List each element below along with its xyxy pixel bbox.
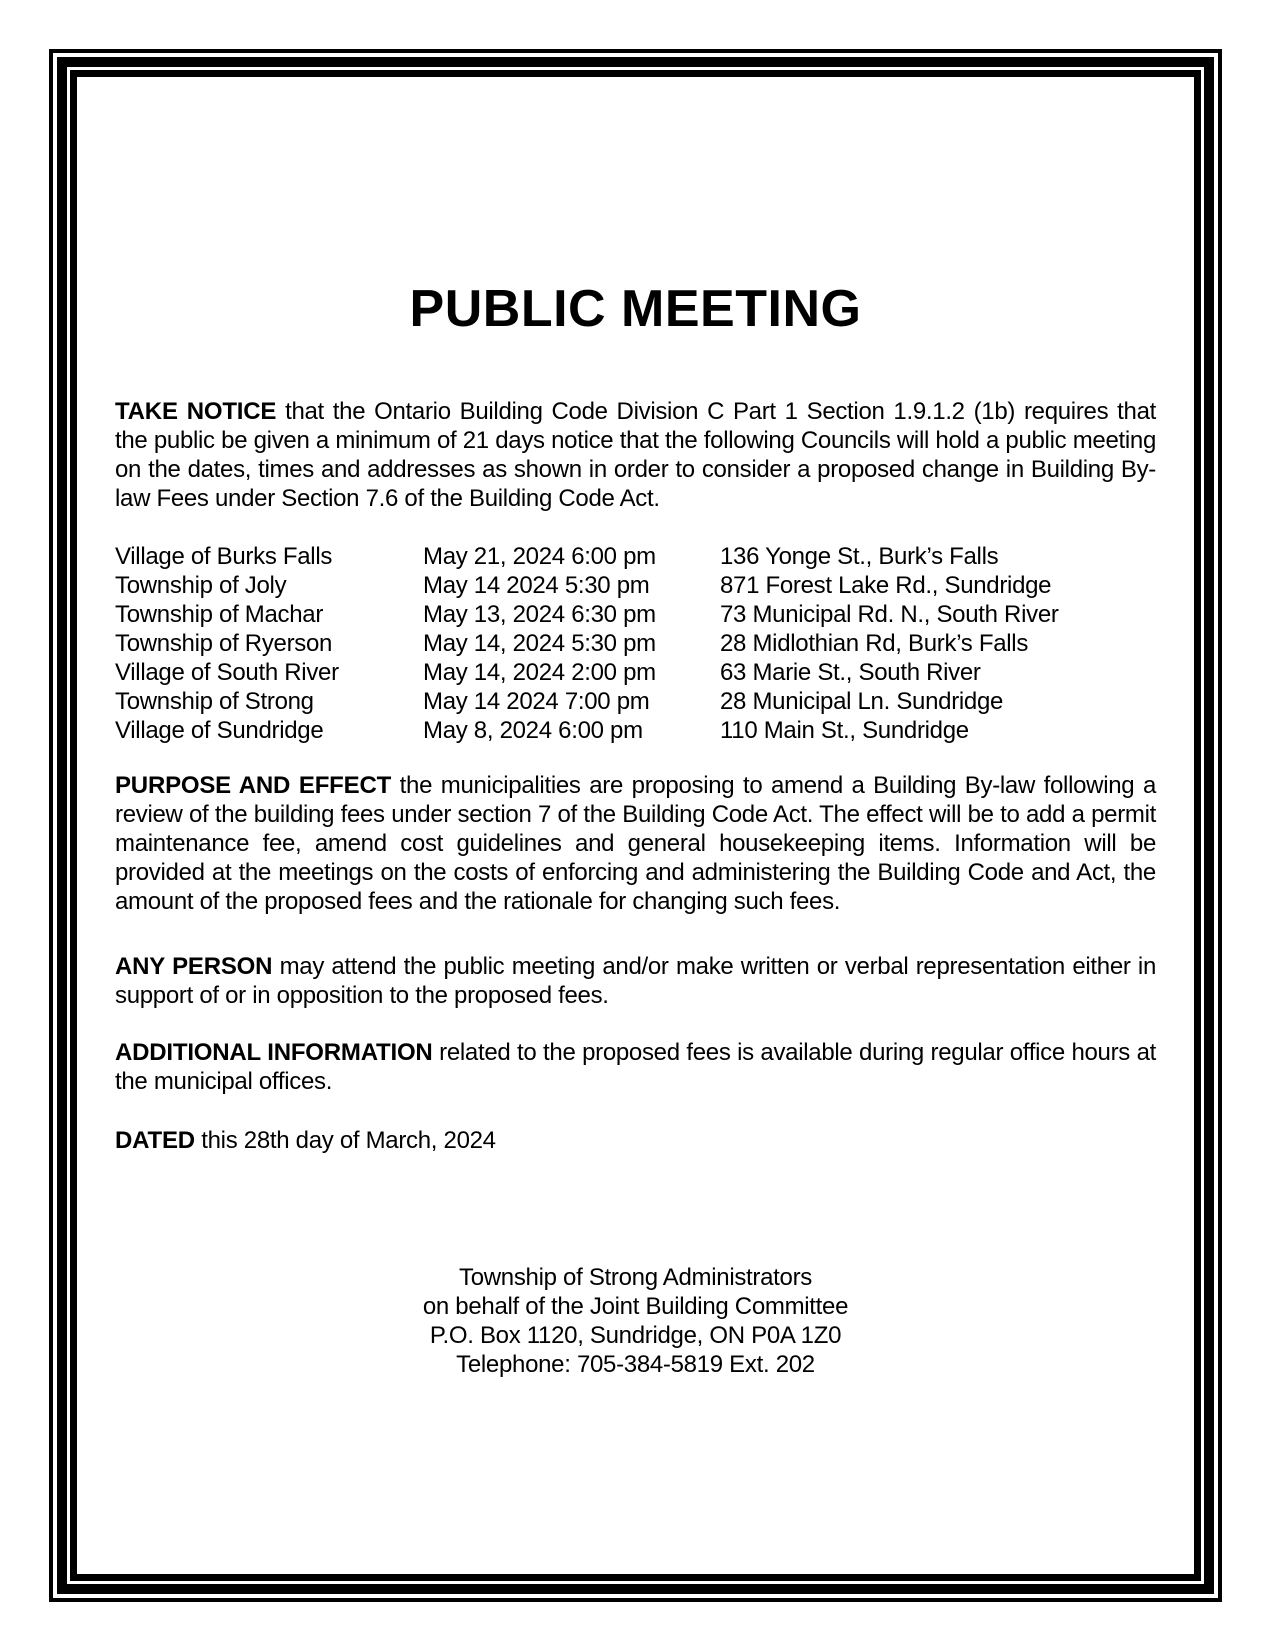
table-row [115, 542, 1156, 571]
datetime-cell: May 8, 2024 6:00 pm [423, 717, 643, 744]
any-person-lead: ANY PERSON [115, 953, 273, 980]
address-cell: 28 Municipal Ln. Sundridge [720, 688, 1004, 715]
datetime-cell: May 14, 2024 2:00 pm [423, 659, 656, 686]
middle-border [57, 57, 1214, 1594]
datetime-cell: May 14 2024 7:00 pm [423, 688, 650, 715]
purpose-text: the municipalities are proposing to amend a Building By-law following a review of the building fees under section 7 of the Building Code Act. The effect will be to add a permit maintenance fee, amend cost guidelines and general housekeeping items. Information will be provided at the meetings on the costs of enforcing and administering the Building Code and Act, the amount of the proposed fees and the rationale for changing such fees. [115, 772, 1156, 915]
municipality-cell: Township of Machar [115, 601, 324, 628]
meeting-schedule-table [115, 542, 1156, 745]
table-row [115, 629, 1156, 658]
municipality-cell: Village of South River [115, 659, 339, 686]
page-title: PUBLIC MEETING [409, 280, 862, 338]
additional-info-paragraph [115, 1038, 1156, 1096]
municipality-cell: Township of Joly [115, 572, 287, 599]
datetime-cell: May 14 2024 5:30 pm [423, 572, 650, 599]
address-cell: 28 Midlothian Rd, Burk’s Falls [720, 630, 1029, 657]
address-cell: 63 Marie St., South River [720, 659, 981, 686]
any-person-paragraph [115, 952, 1156, 1010]
table-row [115, 658, 1156, 687]
municipality-cell: Village of Burks Falls [115, 543, 333, 570]
purpose-lead: PURPOSE AND EFFECT [115, 772, 392, 799]
address-cell: 110 Main St., Sundridge [720, 717, 969, 744]
municipality-cell: Township of Strong [115, 688, 314, 715]
additional-info-lead: ADDITIONAL INFORMATION [115, 1039, 433, 1066]
municipality-cell: Township of Ryerson [115, 630, 333, 657]
table-row [115, 571, 1156, 600]
purpose-paragraph [115, 771, 1156, 916]
take-notice-lead: TAKE NOTICE [115, 398, 277, 425]
dated-lead: DATED [115, 1127, 195, 1154]
table-row [115, 716, 1156, 745]
address-cell: 871 Forest Lake Rd., Sundridge [720, 572, 1052, 599]
address-cell: 73 Municipal Rd. N., South River [720, 601, 1059, 628]
signature-line-organization: Township of Strong Administrators [459, 1264, 812, 1291]
signature-line-on-behalf: on behalf of the Joint Building Committee [422, 1293, 849, 1320]
dated-text: this 28th day of March, 2024 [194, 1127, 496, 1154]
datetime-cell: May 13, 2024 6:30 pm [423, 601, 656, 628]
datetime-cell: May 14, 2024 5:30 pm [423, 630, 656, 657]
address-cell: 136 Yonge St., Burk’s Falls [720, 543, 999, 570]
any-person-text: may attend the public meeting and/or make written or verbal representation either in support of or in opposition to the proposed fees. [115, 953, 1156, 1009]
notice-content [77, 77, 1194, 1574]
signature-block [115, 1263, 1156, 1379]
outer-border [49, 49, 1222, 1602]
datetime-cell: May 21, 2024 6:00 pm [423, 543, 656, 570]
dated-line [115, 1126, 1156, 1155]
take-notice-paragraph [115, 397, 1156, 513]
take-notice-text: that the Ontario Building Code Division C Part 1 Section 1.9.1.2 (1b) requires that the public be given a minimum of 21 days notice that the following Councils will hold a public meeting on the dates, times and addresses as shown in order to consider a proposed change in Building By-law Fees under Section 7.6 of the Building Code Act. [115, 398, 1156, 512]
additional-info-text: related to the proposed fees is available during regular office hours at the municipal offices. [115, 1039, 1156, 1095]
table-row [115, 600, 1156, 629]
table-row [115, 687, 1156, 716]
municipality-cell: Village of Sundridge [115, 717, 324, 744]
signature-line-telephone: Telephone: 705-384-5819 Ext. 202 [456, 1351, 815, 1378]
signature-line-address: P.O. Box 1120, Sundridge, ON P0A 1Z0 [429, 1322, 842, 1349]
inner-border [70, 70, 1201, 1581]
